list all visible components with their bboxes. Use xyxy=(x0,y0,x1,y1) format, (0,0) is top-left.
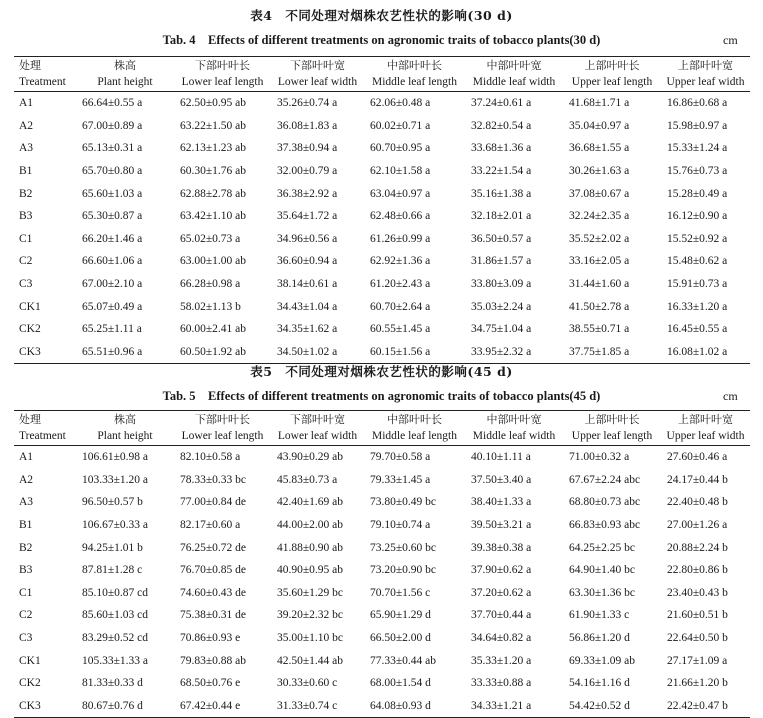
column-header-cn: 处理 xyxy=(19,59,41,72)
value-cell: 96.50±0.57 b xyxy=(82,496,143,509)
table-row xyxy=(14,627,750,650)
value-cell: 68.50±0.76 e xyxy=(180,677,241,690)
value-cell: 65.60±1.03 a xyxy=(82,187,143,200)
treatment-cell: CK1 xyxy=(19,654,41,667)
column-header xyxy=(465,411,563,446)
value-cell: 79.33±1.45 a xyxy=(370,473,431,486)
table4 xyxy=(14,56,750,364)
value-cell: 64.90±1.40 bc xyxy=(569,564,636,577)
table-row xyxy=(14,273,750,296)
value-cell: 73.20±0.90 bc xyxy=(370,564,437,577)
value-cell: 66.50±2.00 d xyxy=(370,632,431,645)
value-cell: 32.00±0.79 a xyxy=(277,165,338,178)
value-cell: 35.26±0.74 a xyxy=(277,97,338,110)
table-row xyxy=(14,559,750,582)
treatment-cell: CK3 xyxy=(19,699,41,712)
treatment-cell: CK1 xyxy=(19,300,41,313)
value-cell: 66.20±1.46 a xyxy=(82,232,143,245)
column-header xyxy=(174,411,271,446)
value-cell: 36.50±0.57 a xyxy=(471,232,532,245)
value-cell: 30.26±1.63 a xyxy=(569,165,630,178)
value-cell: 21.60±0.51 b xyxy=(667,609,728,622)
value-cell: 36.60±0.94 a xyxy=(277,255,338,268)
value-cell: 78.33±0.33 bc xyxy=(180,473,247,486)
value-cell: 105.33±1.33 a xyxy=(82,654,149,667)
column-header xyxy=(364,57,465,92)
value-cell: 41.68±1.71 a xyxy=(569,97,630,110)
table-row xyxy=(14,228,750,251)
value-cell: 82.10±0.58 a xyxy=(180,451,241,464)
value-cell: 67.00±2.10 a xyxy=(82,278,143,291)
treatment-cell: A3 xyxy=(19,496,34,509)
column-header-cn: 株高 xyxy=(114,59,136,72)
value-cell: 36.68±1.55 a xyxy=(569,142,630,155)
value-cell: 63.30±1.36 bc xyxy=(569,586,636,599)
column-header-en: Plant height xyxy=(97,76,153,88)
value-cell: 39.50±3.21 a xyxy=(471,519,532,532)
column-header-cn: 中部叶叶宽 xyxy=(486,59,542,72)
table5-title-en: Tab. 5 Effects of different treatments on agronomic traits of tobacco plants(45 d) xyxy=(162,389,601,403)
column-header-cn: 处理 xyxy=(19,413,41,426)
treatment-cell: CK2 xyxy=(19,677,41,690)
value-cell: 62.10±1.58 a xyxy=(370,165,431,178)
column-header-en: Lower leaf length xyxy=(181,76,264,88)
table-row xyxy=(14,250,750,273)
table-row xyxy=(14,536,750,559)
value-cell: 41.88±0.90 ab xyxy=(277,541,344,554)
value-cell: 32.18±2.01 a xyxy=(471,210,532,223)
treatment-cell: CK2 xyxy=(19,323,41,336)
table-row xyxy=(14,446,750,469)
column-header xyxy=(661,57,750,92)
value-cell: 33.33±0.88 a xyxy=(471,677,532,690)
value-cell: 54.42±0.52 d xyxy=(569,699,630,712)
value-cell: 40.10±1.11 a xyxy=(471,451,531,464)
value-cell: 79.10±0.74 a xyxy=(370,519,431,532)
value-cell: 20.88±2.24 b xyxy=(667,541,728,554)
table4-title-cn: 表4 不同处理对烟株农艺性状的影响(30 d) xyxy=(250,8,513,23)
value-cell: 60.55±1.45 a xyxy=(370,323,431,336)
value-cell: 31.44±1.60 a xyxy=(569,278,630,291)
value-cell: 22.64±0.50 b xyxy=(667,632,728,645)
treatment-cell: C1 xyxy=(19,586,33,599)
treatment-cell: B1 xyxy=(19,519,33,532)
value-cell: 32.82±0.54 a xyxy=(471,119,532,132)
value-cell: 62.92±1.36 a xyxy=(370,255,431,268)
table-row xyxy=(14,491,750,514)
value-cell: 36.08±1.83 a xyxy=(277,119,338,132)
value-cell: 33.95±2.32 a xyxy=(471,345,532,358)
value-cell: 62.13±1.23 ab xyxy=(180,142,247,155)
treatment-cell: A2 xyxy=(19,473,34,486)
value-cell: 32.24±2.35 a xyxy=(569,210,630,223)
value-cell: 61.20±2.43 a xyxy=(370,278,431,291)
treatment-cell: C3 xyxy=(19,632,33,645)
value-cell: 38.55±0.71 a xyxy=(569,323,630,336)
value-cell: 38.14±0.61 a xyxy=(277,278,338,291)
table-row xyxy=(14,295,750,318)
header-row xyxy=(14,57,750,92)
column-header-cn: 上部叶叶长 xyxy=(584,59,640,72)
table-row xyxy=(14,92,750,115)
value-cell: 62.06±0.48 a xyxy=(370,97,431,110)
value-cell: 94.25±1.01 b xyxy=(82,541,143,554)
value-cell: 65.90±1.29 d xyxy=(370,609,431,622)
value-cell: 33.68±1.36 a xyxy=(471,142,532,155)
value-cell: 60.30±1.76 ab xyxy=(180,165,247,178)
column-header-cn: 下部叶叶长 xyxy=(195,59,250,72)
value-cell: 37.75±1.85 a xyxy=(569,345,630,358)
column-header-cn: 下部叶叶宽 xyxy=(290,413,345,426)
table-row xyxy=(14,695,750,718)
value-cell: 60.50±1.92 ab xyxy=(180,345,247,358)
value-cell: 38.40±1.33 a xyxy=(471,496,532,509)
value-cell: 42.40±1.69 ab xyxy=(277,496,344,509)
table-row xyxy=(14,649,750,672)
value-cell: 54.16±1.16 d xyxy=(569,677,630,690)
value-cell: 45.83±0.73 a xyxy=(277,473,338,486)
treatment-cell: C1 xyxy=(19,232,33,245)
value-cell: 65.30±0.87 a xyxy=(82,210,143,223)
column-header xyxy=(174,57,271,92)
value-cell: 36.38±2.92 a xyxy=(277,187,338,200)
value-cell: 63.42±1.10 ab xyxy=(180,210,247,223)
value-cell: 22.80±0.86 b xyxy=(667,564,728,577)
column-header xyxy=(563,57,661,92)
value-cell: 37.20±0.62 a xyxy=(471,586,532,599)
column-header-cn: 上部叶叶宽 xyxy=(678,59,733,72)
column-header xyxy=(14,57,76,92)
value-cell: 69.33±1.09 ab xyxy=(569,654,636,667)
value-cell: 33.80±3.09 a xyxy=(471,278,532,291)
value-cell: 31.33±0.74 c xyxy=(277,699,338,712)
value-cell: 34.43±1.04 a xyxy=(277,300,338,313)
treatment-cell: B2 xyxy=(19,187,33,200)
value-cell: 65.13±0.31 a xyxy=(82,142,143,155)
value-cell: 33.16±2.05 a xyxy=(569,255,630,268)
table-row xyxy=(14,318,750,341)
value-cell: 76.25±0.72 de xyxy=(180,541,247,554)
value-cell: 60.02±0.71 a xyxy=(370,119,431,132)
header-row xyxy=(14,411,750,446)
value-cell: 16.08±1.02 a xyxy=(667,345,728,358)
table-row xyxy=(14,205,750,228)
value-cell: 63.00±1.00 ab xyxy=(180,255,247,268)
column-header-en: Middle leaf length xyxy=(372,430,457,442)
value-cell: 66.83±0.93 abc xyxy=(569,519,641,532)
value-cell: 22.40±0.48 b xyxy=(667,496,728,509)
value-cell: 85.10±0.87 cd xyxy=(82,586,149,599)
value-cell: 81.33±0.33 d xyxy=(82,677,143,690)
treatment-cell: C2 xyxy=(19,609,33,622)
treatment-cell: B3 xyxy=(19,210,33,223)
value-cell: 73.25±0.60 bc xyxy=(370,541,437,554)
value-cell: 37.70±0.44 a xyxy=(471,609,532,622)
column-header xyxy=(364,411,465,446)
value-cell: 34.35±1.62 a xyxy=(277,323,338,336)
value-cell: 33.22±1.54 a xyxy=(471,165,532,178)
value-cell: 23.40±0.43 b xyxy=(667,586,728,599)
table-row xyxy=(14,672,750,695)
value-cell: 62.50±0.95 ab xyxy=(180,97,247,110)
value-cell: 67.42±0.44 e xyxy=(180,699,241,712)
column-header-en: Treatment xyxy=(19,76,66,88)
value-cell: 39.38±0.38 a xyxy=(471,541,532,554)
value-cell: 68.80±0.73 abc xyxy=(569,496,641,509)
value-cell: 64.25±2.25 bc xyxy=(569,541,636,554)
table-row xyxy=(14,514,750,537)
value-cell: 21.66±1.20 b xyxy=(667,677,728,690)
value-cell: 16.33±1.20 a xyxy=(667,300,728,313)
value-cell: 35.04±0.97 a xyxy=(569,119,630,132)
table-row xyxy=(14,160,750,183)
value-cell: 82.17±0.60 a xyxy=(180,519,241,532)
treatment-cell: A2 xyxy=(19,119,34,132)
value-cell: 15.98±0.97 a xyxy=(667,119,728,132)
value-cell: 35.16±1.38 a xyxy=(471,187,532,200)
value-cell: 61.90±1.33 c xyxy=(569,609,630,622)
value-cell: 66.60±1.06 a xyxy=(82,255,143,268)
column-header-en: Lower leaf length xyxy=(181,430,264,442)
column-header xyxy=(563,411,661,446)
value-cell: 66.28±0.98 a xyxy=(180,278,241,291)
value-cell: 77.33±0.44 ab xyxy=(370,654,437,667)
value-cell: 35.00±1.10 bc xyxy=(277,632,344,645)
value-cell: 35.64±1.72 a xyxy=(277,210,338,223)
value-cell: 66.64±0.55 a xyxy=(82,97,143,110)
column-header-en: Upper leaf length xyxy=(571,76,653,88)
treatment-cell: B2 xyxy=(19,541,33,554)
column-header-cn: 中部叶叶长 xyxy=(387,59,442,72)
column-header-en: Plant height xyxy=(97,430,153,442)
column-header-cn: 下部叶叶宽 xyxy=(290,59,345,72)
column-header-en: Middle leaf length xyxy=(372,76,457,88)
value-cell: 16.12±0.90 a xyxy=(667,210,728,223)
treatment-cell: A1 xyxy=(19,451,34,464)
column-header xyxy=(76,57,174,92)
value-cell: 24.17±0.44 b xyxy=(667,473,728,486)
table-row xyxy=(14,469,750,492)
table5 xyxy=(14,410,750,718)
value-cell: 35.60±1.29 bc xyxy=(277,586,344,599)
treatment-cell: A3 xyxy=(19,142,34,155)
treatment-cell: C3 xyxy=(19,278,33,291)
table-row xyxy=(14,604,750,627)
value-cell: 60.15±1.56 a xyxy=(370,345,431,358)
value-cell: 65.51±0.96 a xyxy=(82,345,143,358)
value-cell: 37.24±0.61 a xyxy=(471,97,532,110)
value-cell: 68.00±1.54 d xyxy=(370,677,431,690)
value-cell: 34.50±1.02 a xyxy=(277,345,338,358)
value-cell: 16.86±0.68 a xyxy=(667,97,728,110)
value-cell: 62.48±0.66 a xyxy=(370,210,431,223)
table-row xyxy=(14,115,750,138)
value-cell: 85.60±1.03 cd xyxy=(82,609,149,622)
column-header-cn: 中部叶叶宽 xyxy=(486,413,542,426)
value-cell: 35.03±2.24 a xyxy=(471,300,532,313)
value-cell: 34.75±1.04 a xyxy=(471,323,532,336)
value-cell: 58.02±1.13 b xyxy=(180,300,241,313)
value-cell: 37.38±0.94 a xyxy=(277,142,338,155)
table-row xyxy=(14,582,750,605)
value-cell: 37.50±3.40 a xyxy=(471,473,532,486)
value-cell: 75.38±0.31 de xyxy=(180,609,247,622)
value-cell: 30.33±0.60 c xyxy=(277,677,338,690)
value-cell: 70.70±1.56 c xyxy=(370,586,431,599)
value-cell: 27.17±1.09 a xyxy=(667,654,728,667)
value-cell: 64.08±0.93 d xyxy=(370,699,431,712)
value-cell: 44.00±2.00 ab xyxy=(277,519,344,532)
table4-unit: cm xyxy=(723,33,738,47)
column-header xyxy=(76,411,174,446)
value-cell: 67.67±2.24 abc xyxy=(569,473,641,486)
treatment-cell: CK3 xyxy=(19,345,41,358)
value-cell: 34.96±0.56 a xyxy=(277,232,338,245)
value-cell: 35.52±2.02 a xyxy=(569,232,630,245)
value-cell: 60.70±2.64 a xyxy=(370,300,431,313)
value-cell: 65.70±0.80 a xyxy=(82,165,143,178)
column-header-en: Lower leaf width xyxy=(277,76,358,88)
value-cell: 71.00±0.32 a xyxy=(569,451,630,464)
value-cell: 56.86±1.20 d xyxy=(569,632,630,645)
value-cell: 34.64±0.82 a xyxy=(471,632,532,645)
column-header-en: Middle leaf width xyxy=(472,76,556,88)
column-header xyxy=(465,57,563,92)
value-cell: 61.26±0.99 a xyxy=(370,232,431,245)
value-cell: 79.83±0.88 ab xyxy=(180,654,247,667)
value-cell: 39.20±2.32 bc xyxy=(277,609,344,622)
value-cell: 65.07±0.49 a xyxy=(82,300,143,313)
treatment-cell: B3 xyxy=(19,564,33,577)
value-cell: 15.28±0.49 a xyxy=(667,187,728,200)
value-cell: 63.22±1.50 ab xyxy=(180,119,247,132)
value-cell: 15.48±0.62 a xyxy=(667,255,728,268)
value-cell: 79.70±0.58 a xyxy=(370,451,431,464)
column-header-en: Upper leaf length xyxy=(571,430,653,442)
value-cell: 35.33±1.20 a xyxy=(471,654,532,667)
value-cell: 27.00±1.26 a xyxy=(667,519,728,532)
value-cell: 63.04±0.97 a xyxy=(370,187,431,200)
value-cell: 37.08±0.67 a xyxy=(569,187,630,200)
value-cell: 37.90±0.62 a xyxy=(471,564,532,577)
value-cell: 83.29±0.52 cd xyxy=(82,632,149,645)
column-header-en: Upper leaf width xyxy=(666,430,745,442)
value-cell: 60.70±0.95 a xyxy=(370,142,431,155)
value-cell: 60.00±2.41 ab xyxy=(180,323,247,336)
column-header-cn: 株高 xyxy=(114,413,136,426)
value-cell: 67.00±0.89 a xyxy=(82,119,143,132)
value-cell: 42.50±1.44 ab xyxy=(277,654,344,667)
column-header-cn: 下部叶叶长 xyxy=(195,413,250,426)
table-row xyxy=(14,137,750,160)
table-row xyxy=(14,341,750,364)
value-cell: 34.33±1.21 a xyxy=(471,699,532,712)
value-cell: 106.67±0.33 a xyxy=(82,519,149,532)
value-cell: 16.45±0.55 a xyxy=(667,323,728,336)
value-cell: 43.90±0.29 ab xyxy=(277,451,344,464)
treatment-cell: A1 xyxy=(19,97,34,110)
column-header-cn: 上部叶叶宽 xyxy=(678,413,733,426)
value-cell: 103.33±1.20 a xyxy=(82,473,149,486)
column-header xyxy=(271,411,364,446)
column-header-en: Lower leaf width xyxy=(277,430,358,442)
value-cell: 76.70±0.85 de xyxy=(180,564,247,577)
value-cell: 41.50±2.78 a xyxy=(569,300,630,313)
column-header-en: Upper leaf width xyxy=(666,76,745,88)
value-cell: 106.61±0.98 a xyxy=(82,451,149,464)
column-header-en: Middle leaf width xyxy=(472,430,556,442)
value-cell: 65.02±0.73 a xyxy=(180,232,241,245)
value-cell: 62.88±2.78 ab xyxy=(180,187,247,200)
value-cell: 27.60±0.46 a xyxy=(667,451,728,464)
column-header-cn: 上部叶叶长 xyxy=(584,413,640,426)
value-cell: 74.60±0.43 de xyxy=(180,586,247,599)
value-cell: 73.80±0.49 bc xyxy=(370,496,437,509)
column-header-cn: 中部叶叶长 xyxy=(387,413,442,426)
value-cell: 15.52±0.92 a xyxy=(667,232,728,245)
value-cell: 40.90±0.95 ab xyxy=(277,564,344,577)
value-cell: 77.00±0.84 de xyxy=(180,496,247,509)
value-cell: 15.76±0.73 a xyxy=(667,165,728,178)
column-header xyxy=(271,57,364,92)
value-cell: 65.25±1.11 a xyxy=(82,323,142,336)
table4-title-en: Tab. 4 Effects of different treatments on agronomic traits of tobacco plants(30 d) xyxy=(162,33,601,47)
table-row xyxy=(14,182,750,205)
value-cell: 15.33±1.24 a xyxy=(667,142,728,155)
column-header xyxy=(661,411,750,446)
column-header xyxy=(14,411,76,446)
value-cell: 70.86±0.93 e xyxy=(180,632,241,645)
value-cell: 22.42±0.47 b xyxy=(667,699,728,712)
table5-unit: cm xyxy=(723,389,738,403)
table5-title-cn: 表5 不同处理对烟株农艺性状的影响(45 d) xyxy=(250,364,513,379)
treatment-cell: C2 xyxy=(19,255,33,268)
column-header-en: Treatment xyxy=(19,430,66,442)
treatment-cell: B1 xyxy=(19,165,33,178)
value-cell: 31.86±1.57 a xyxy=(471,255,532,268)
value-cell: 15.91±0.73 a xyxy=(667,278,728,291)
value-cell: 80.67±0.76 d xyxy=(82,699,143,712)
value-cell: 87.81±1.28 c xyxy=(82,564,143,577)
